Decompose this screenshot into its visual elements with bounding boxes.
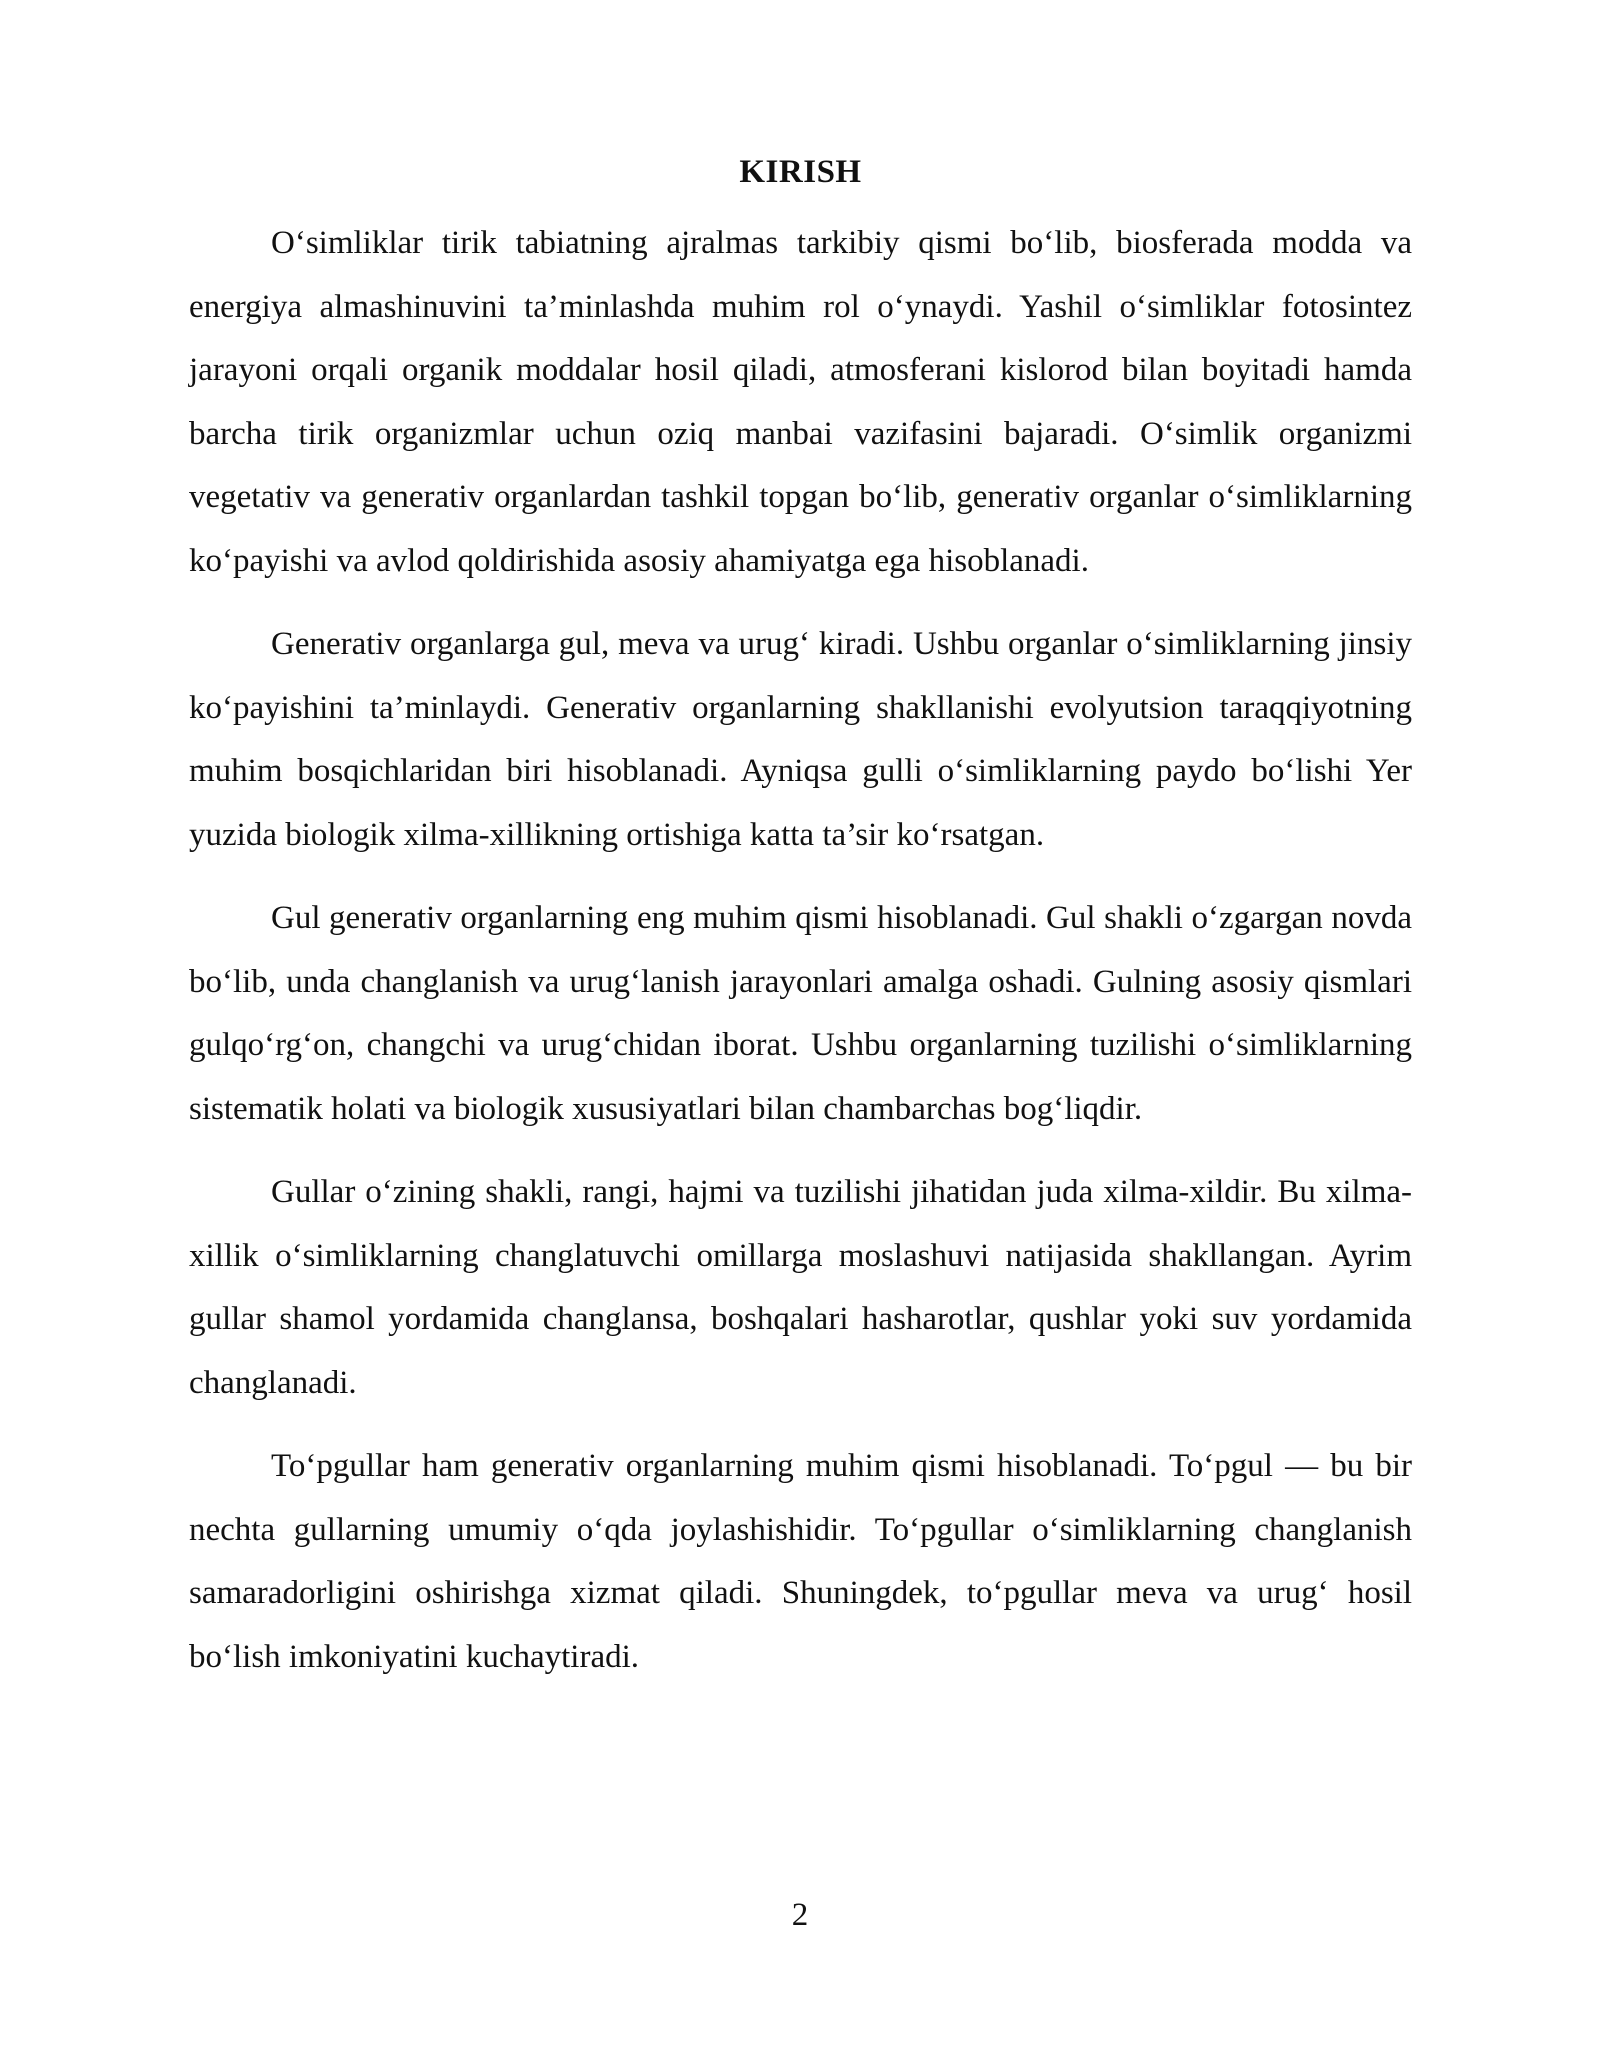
paragraph-1: O‘simliklar tirik tabiatning ajralmas tarkibiy qismi bo‘lib, biosferada modda va energiya almashinuvini ta’minlashda muhim rol o‘ynaydi. Yashil o‘simliklar fotosintez jarayoni orqali organik moddalar hosil qiladi, atmosferani kislorod bilan boyitadi hamda barcha tirik organizmlar uchun oziq manbai vazifasini bajaradi. O‘simlik organizmi vegetativ va generativ organlardan tashkil topgan bo‘lib, generativ organlar o‘simliklarning ko‘payishi va avlod qoldirishida asosiy ahamiyatga ega hisoblanadi. — [189, 225, 1412, 579]
paragraph-2: Generativ organlarga gul, meva va urug‘ kiradi. Ushbu organlar o‘simliklarning jinsiy ko‘payishini ta’minlaydi. Generativ organlarning shakllanishi evolyutsion taraqqiyotning muhim bosqichlaridan biri hisoblanadi. Ayniqsa gulli o‘simliklarning paydo bo‘lishi Yer yuzida biologik xilma-xillikning ortishiga katta ta’sir ko‘rsatgan. — [189, 626, 1412, 853]
paragraph-3: Gul generativ organlarning eng muhim qismi hisoblanadi. Gul shakli o‘zgargan novda bo‘lib, unda changlanish va urug‘lanish jarayonlari amalga oshadi. Gulning asosiy qismlari gulqo‘rg‘on, changchi va urug‘chidan iborat. Ushbu organlarning tuzilishi o‘simliklarning sistematik holati va biologik xususiyatlari bilan chambarchas bog‘liqdir. — [189, 900, 1412, 1127]
paragraph-4: Gullar o‘zining shakli, rangi, hajmi va tuzilishi jihatidan juda xilma-xildir. Bu xilma-xillik o‘simliklarning changlatuvchi omillarga moslashuvi natijasida shakllangan. Ayrim gullar shamol yordamida changlansa, boshqalari hasharotlar, qushlar yoki suv yordamida changlanadi. — [189, 1174, 1412, 1401]
page-number: 2 — [791, 1897, 809, 1933]
section-title: KIRISH — [739, 154, 862, 190]
paragraph-5: To‘pgullar ham generativ organlarning muhim qismi hisoblanadi. To‘pgul — bu bir nechta gullarning umumiy o‘qda joylashishidir. To‘pgullar o‘simliklarning changlanish samaradorligini oshirishga xizmat qiladi. Shuningdek, to‘pgullar meva va urug‘ hosil bo‘lish imkoniyatini kuchaytiradi. — [189, 1448, 1412, 1675]
document-page — [189, 150, 1412, 1709]
